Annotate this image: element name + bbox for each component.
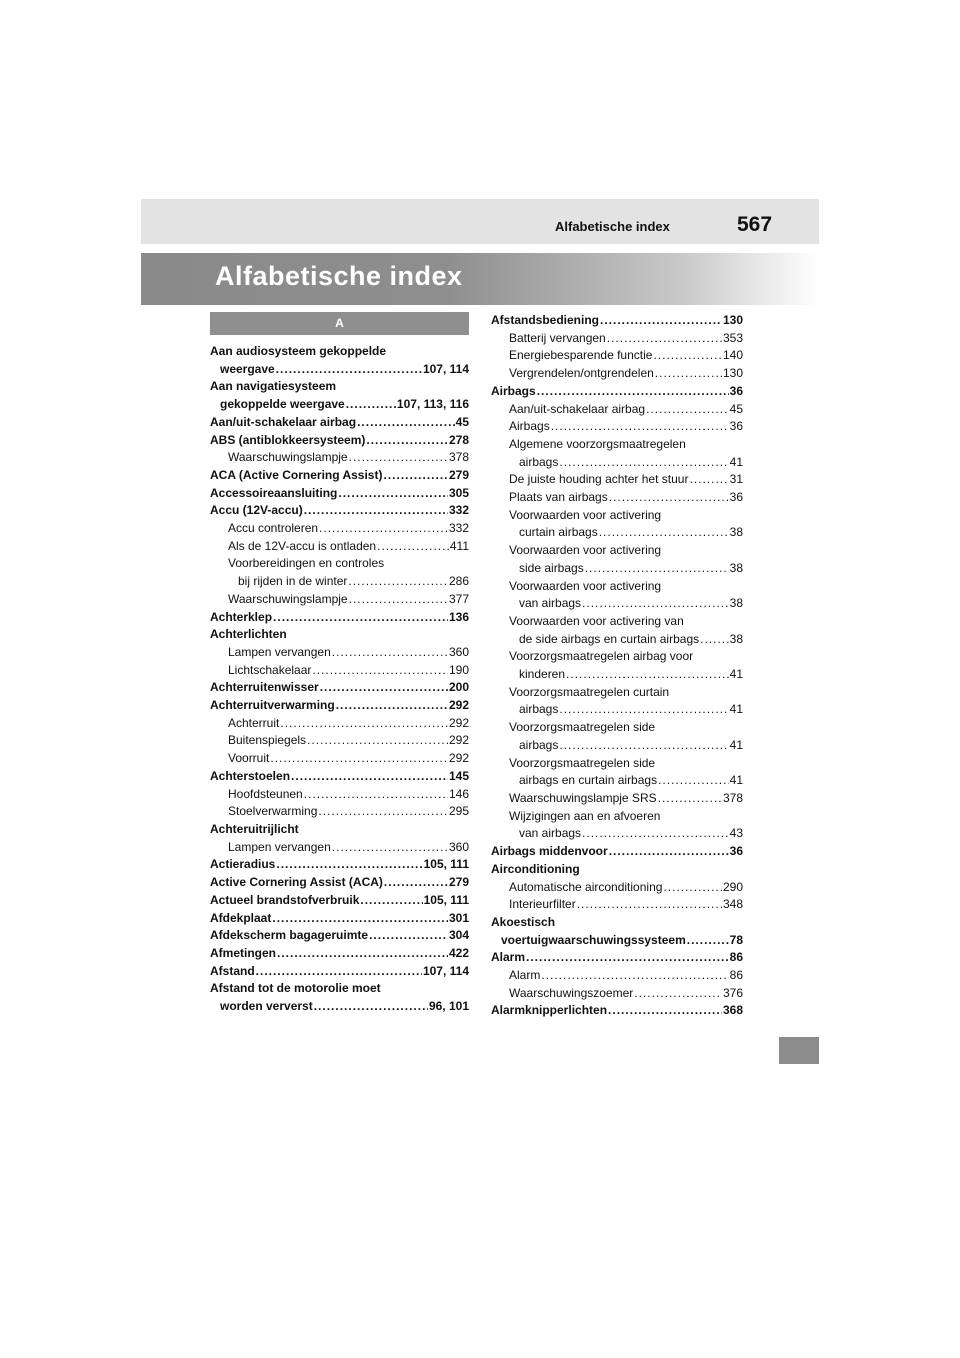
- index-subentry: Buitenspiegels ..... 292: [210, 732, 469, 750]
- index-subentry: Stoelverwarming ..... 295: [210, 803, 469, 821]
- index-subentry: Voorwaarden voor activering: [509, 578, 662, 593]
- index-entry: Afstand tot de motorolie moet: [210, 981, 381, 996]
- index-entry: Akoestisch: [491, 914, 556, 929]
- index-entry: Afdekplaat ..... 301: [210, 910, 469, 928]
- index-entry: Accu (12V-accu) ..... 332: [210, 502, 469, 520]
- index-entry: Afstand ..... 107, 114: [210, 963, 469, 981]
- index-subentry: Voorbereidingen en controles: [228, 556, 385, 571]
- index-subentry: Waarschuwingszoemer ..... 376: [491, 985, 743, 1003]
- index-entry: Afstandsbediening ..... 130: [491, 312, 743, 330]
- index-entry: Active Cornering Assist (ACA) ..... 279: [210, 874, 469, 892]
- index-subentry: Algemene voorzorgsmaatregelen: [509, 436, 686, 451]
- index-subentry: curtain airbags ..... 38: [491, 524, 743, 542]
- index-column-left: [210, 312, 469, 1016]
- index-entry: Actieradius ..... 105, 111: [210, 856, 469, 874]
- index-subentry: Voorruit ..... 292: [210, 750, 469, 768]
- page-number: 567: [737, 213, 773, 236]
- index-entry: Airbags middenvoor ..... 36: [491, 843, 743, 861]
- index-entry: Achteruitrijlicht: [210, 821, 299, 836]
- index-entry: Achterklep ..... 136: [210, 609, 469, 627]
- index-subentry: Voorwaarden voor activering van: [509, 613, 684, 628]
- title-banner: [141, 253, 819, 305]
- index-subentry: Lichtschakelaar ..... 190: [210, 662, 469, 680]
- index-subentry: Accu controleren ..... 332: [210, 520, 469, 538]
- index-entry: Aan navigatiesysteem: [210, 379, 337, 394]
- index-subentry: Voorzorgsmaatregelen side: [509, 720, 656, 735]
- index-subentry: Voorwaarden voor activering: [509, 543, 662, 558]
- index-subentry: Aan/uit-schakelaar airbag ..... 45: [491, 401, 743, 419]
- index-subentry: Als de 12V-accu is ontladen ..... 411: [210, 538, 469, 556]
- index-subentry: Airbags ..... 36: [491, 418, 743, 436]
- index-subentry: Voorzorgsmaatregelen side: [509, 755, 656, 770]
- index-entry: Achterstoelen ..... 145: [210, 768, 469, 786]
- index-subentry: airbags ..... 41: [491, 701, 743, 719]
- index-subentry: Energiebesparende functie ..... 140: [491, 347, 743, 365]
- index-entry: gekoppelde weergave ..... 107, 113, 116: [210, 396, 469, 414]
- index-subentry: de side airbags en curtain airbags ..... 38: [491, 631, 743, 649]
- index-subentry: Waarschuwingslampje ..... 377: [210, 591, 469, 609]
- index-entry: Afdekscherm bagageruimte ..... 304: [210, 927, 469, 945]
- page-title: Alfabetische index: [215, 261, 463, 291]
- index-subentry: Vergrendelen/ontgrendelen ..... 130: [491, 365, 743, 383]
- index-subentry: Alarm ..... 86: [491, 967, 743, 985]
- index-entry: Achterruitenwisser ..... 200: [210, 679, 469, 697]
- index-subentry: airbags ..... 41: [491, 454, 743, 472]
- index-column-right: [491, 312, 743, 1020]
- index-subentry: van airbags ..... 43: [491, 825, 743, 843]
- index-subentry: side airbags ..... 38: [491, 560, 743, 578]
- index-subentry: Lampen vervangen ..... 360: [210, 839, 469, 857]
- index-entry: Airbags ..... 36: [491, 383, 743, 401]
- index-subentry: Waarschuwingslampje SRS ..... 378: [491, 790, 743, 808]
- index-subentry: van airbags ..... 38: [491, 595, 743, 613]
- index-subentry: kinderen ..... 41: [491, 666, 743, 684]
- index-entry: ABS (antiblokkeersysteem) ..... 278: [210, 432, 469, 450]
- letter-heading-bar: A: [210, 312, 469, 335]
- index-subentry: Interieurfilter ..... 348: [491, 896, 743, 914]
- index-entry: voertuigwaarschuwingssysteem ..... 78: [491, 932, 743, 950]
- index-subentry: Achterruit ..... 292: [210, 715, 469, 733]
- index-entry: Aan audiosysteem gekoppelde: [210, 344, 387, 358]
- index-entry: Achterlichten: [210, 627, 287, 642]
- index-subentry: Voorzorgsmaatregelen airbag voor: [509, 649, 694, 664]
- index-entry: worden ververst ..... 96, 101: [210, 998, 469, 1016]
- index-entry: Airconditioning: [491, 861, 580, 876]
- index-subentry: De juiste houding achter het stuur ..... 31: [491, 471, 743, 489]
- index-subentry: airbags en curtain airbags ..... 41: [491, 772, 743, 790]
- index-entry: Accessoireaansluiting ..... 305: [210, 485, 469, 503]
- index-subentry: Batterij vervangen ..... 353: [491, 330, 743, 348]
- index-subentry: Voorzorgsmaatregelen curtain: [509, 684, 670, 699]
- index-subentry: Hoofdsteunen ..... 146: [210, 786, 469, 804]
- index-subentry: Voorwaarden voor activering: [509, 507, 662, 522]
- index-subentry: Wijzigingen aan en afvoeren: [509, 808, 661, 823]
- index-entry: Afmetingen ..... 422: [210, 945, 469, 963]
- header-section-title: Alfabetische index: [555, 219, 670, 234]
- index-subentry: Waarschuwingslampje ..... 378: [210, 449, 469, 467]
- index-entry: Alarm ..... 86: [491, 949, 743, 967]
- index-entry: weergave ..... 107, 114: [210, 361, 469, 379]
- header-band: [141, 199, 819, 244]
- index-entry: Achterruitverwarming ..... 292: [210, 697, 469, 715]
- index-subentry: Automatische airconditioning ..... 290: [491, 879, 743, 897]
- index-subentry: bij rijden in de winter ..... 286: [210, 573, 469, 591]
- index-entry: Alarmknipperlichten ..... 368: [491, 1002, 743, 1020]
- index-subentry: airbags ..... 41: [491, 737, 743, 755]
- index-subentry: Plaats van airbags ..... 36: [491, 489, 743, 507]
- index-entry: Aan/uit-schakelaar airbag ..... 45: [210, 414, 469, 432]
- index-entry: ACA (Active Cornering Assist) ..... 279: [210, 467, 469, 485]
- index-entry: Actueel brandstofverbruik ..... 105, 111: [210, 892, 469, 910]
- index-subentry: Lampen vervangen ..... 360: [210, 644, 469, 662]
- side-thumb-tab: [779, 1037, 819, 1064]
